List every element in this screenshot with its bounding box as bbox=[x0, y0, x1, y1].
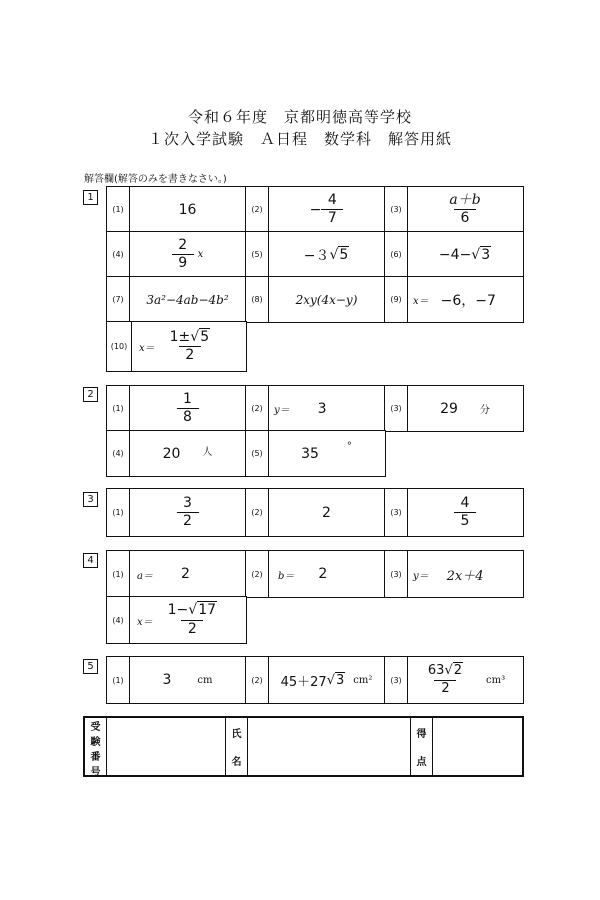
unit: 分 bbox=[479, 405, 490, 416]
denominator: 6 bbox=[454, 209, 476, 226]
sqrt-icon: √ bbox=[444, 663, 453, 679]
label-char: 得 bbox=[416, 728, 427, 740]
fraction bbox=[167, 330, 213, 364]
section-2-number: 2 bbox=[83, 387, 98, 402]
num-prefix: 1− bbox=[167, 602, 189, 619]
s1-q2-cell[interactable] bbox=[245, 186, 386, 233]
question-label: (1) bbox=[107, 386, 130, 431]
variable: a＝ bbox=[137, 570, 153, 582]
answer bbox=[268, 232, 385, 277]
fraction bbox=[321, 193, 343, 227]
answer bbox=[129, 657, 246, 703]
question-label: (3) bbox=[385, 551, 408, 597]
variable: y＝ bbox=[274, 405, 290, 416]
denominator: 9 bbox=[172, 254, 194, 271]
denominator: 2 bbox=[434, 680, 456, 696]
answer bbox=[407, 232, 523, 277]
denominator: 2 bbox=[179, 346, 201, 363]
answer-value: 29 bbox=[440, 400, 458, 417]
unit: cm bbox=[197, 674, 213, 686]
label-char: 験 bbox=[90, 737, 101, 748]
fraction bbox=[177, 496, 199, 530]
score-field[interactable] bbox=[433, 718, 522, 775]
exam-number-label-cell bbox=[85, 718, 107, 778]
s2-q3-cell[interactable] bbox=[384, 385, 524, 432]
sqrt-icon: √ bbox=[329, 246, 339, 263]
answer: 2 bbox=[322, 504, 331, 521]
variable: x＝ bbox=[413, 296, 429, 307]
unit: cm³ bbox=[486, 674, 506, 686]
s1-q7-cell[interactable] bbox=[106, 276, 247, 323]
answer bbox=[268, 551, 385, 597]
sqrt-icon: √ bbox=[188, 602, 198, 619]
denominator: 7 bbox=[321, 209, 343, 226]
variable: b＝ bbox=[278, 570, 295, 582]
fraction bbox=[165, 603, 220, 637]
exam-number-label bbox=[85, 718, 106, 778]
radicand: 17 bbox=[198, 602, 217, 619]
radicand: 2 bbox=[453, 663, 463, 679]
label-char: 点 bbox=[416, 757, 427, 769]
answer-value: 2 bbox=[318, 566, 328, 582]
answer: 16 bbox=[178, 201, 197, 218]
section-1-number: 1 bbox=[83, 190, 98, 205]
s2-q4-cell[interactable] bbox=[106, 430, 247, 477]
name-label-cell bbox=[226, 718, 248, 775]
question-label: (10) bbox=[107, 322, 132, 371]
unit: cm² bbox=[353, 674, 373, 686]
s4-q3-cell[interactable] bbox=[384, 550, 524, 598]
question-label: (3) bbox=[385, 657, 408, 703]
question-label: (8) bbox=[246, 277, 269, 322]
name-label bbox=[226, 718, 247, 775]
fraction bbox=[435, 193, 494, 226]
instruction-text: 解答欄(解答のみを書きなさい。) bbox=[84, 174, 227, 185]
s5-q2-cell[interactable] bbox=[245, 656, 386, 704]
answer bbox=[129, 431, 246, 476]
s1-q1-cell[interactable] bbox=[106, 186, 247, 233]
radicand: 3 bbox=[336, 673, 345, 688]
answer bbox=[407, 657, 523, 703]
answer-value: 3 bbox=[162, 672, 172, 688]
question-label: (1) bbox=[107, 489, 130, 536]
numerator bbox=[167, 330, 213, 346]
radicand: 5 bbox=[339, 247, 349, 263]
section-3-number: 3 bbox=[83, 492, 98, 507]
sqrt-icon: √ bbox=[326, 672, 335, 688]
s1-q4-cell[interactable] bbox=[106, 231, 247, 278]
question-label: (2) bbox=[246, 386, 269, 431]
question-label: (7) bbox=[107, 277, 130, 322]
question-label: (4) bbox=[107, 597, 130, 643]
numerator: 2 bbox=[178, 236, 188, 253]
question-label: (2) bbox=[246, 657, 269, 703]
answer bbox=[129, 489, 246, 536]
numerator bbox=[425, 664, 466, 679]
prefix: 45＋27 bbox=[280, 674, 327, 690]
answer-value: 2x＋4 bbox=[446, 568, 484, 584]
prefix: −３ bbox=[303, 247, 330, 264]
answer bbox=[129, 551, 246, 597]
numerator: 1 bbox=[183, 390, 192, 407]
answer-value: 20 bbox=[162, 445, 181, 462]
answer bbox=[407, 489, 523, 536]
question-label: (2) bbox=[246, 187, 269, 232]
s2-q2-cell[interactable] bbox=[245, 385, 386, 432]
question-label: (5) bbox=[246, 232, 269, 277]
score-label-cell bbox=[411, 718, 433, 775]
s1-q3-cell[interactable] bbox=[384, 186, 524, 233]
answer bbox=[407, 277, 523, 322]
s1-q6-cell[interactable] bbox=[384, 231, 524, 278]
question-label: (1) bbox=[107, 551, 130, 597]
answer bbox=[407, 386, 523, 431]
question-label: (3) bbox=[385, 187, 408, 232]
answer: 3a²−4ab−4b² bbox=[146, 292, 229, 307]
question-label: (1) bbox=[107, 657, 130, 703]
fraction bbox=[172, 238, 194, 272]
numerator: 4 bbox=[327, 191, 337, 208]
section-5-number: 5 bbox=[83, 659, 98, 674]
variable: y＝ bbox=[413, 570, 429, 582]
s2-q1-cell[interactable] bbox=[106, 385, 247, 432]
fraction bbox=[177, 392, 199, 426]
section-4-number: 4 bbox=[83, 553, 98, 568]
s3-q2-cell[interactable] bbox=[245, 488, 386, 537]
answer bbox=[407, 187, 523, 232]
s5-q3-cell[interactable] bbox=[384, 656, 524, 704]
exam-number-field[interactable] bbox=[107, 718, 226, 775]
s5-q1-cell[interactable] bbox=[106, 656, 247, 704]
question-label: (2) bbox=[246, 489, 269, 536]
numerator: 3 bbox=[183, 494, 192, 511]
prefix: −4− bbox=[438, 246, 472, 263]
score-label bbox=[411, 718, 432, 775]
label-char: 受 bbox=[90, 722, 101, 733]
denominator: 5 bbox=[454, 512, 476, 529]
s4-q4-cell[interactable] bbox=[106, 596, 247, 644]
answer bbox=[407, 551, 523, 597]
denominator: 2 bbox=[177, 512, 199, 529]
answer bbox=[268, 386, 385, 431]
question-label: (5) bbox=[246, 431, 269, 476]
answer bbox=[129, 597, 246, 643]
s1-q5-cell[interactable] bbox=[245, 231, 386, 278]
s3-q1-cell[interactable] bbox=[106, 488, 247, 537]
radicand: 3 bbox=[481, 247, 491, 263]
label-char: 氏 bbox=[231, 728, 242, 740]
question-label: (3) bbox=[385, 386, 408, 431]
answer: 2xy(4x−y) bbox=[295, 292, 358, 307]
numerator bbox=[165, 603, 220, 619]
answer bbox=[129, 386, 246, 431]
radicand: 5 bbox=[200, 328, 210, 345]
answer-value: −6，−7 bbox=[440, 292, 496, 309]
question-label: (1) bbox=[107, 187, 130, 232]
answer-value: 35 bbox=[301, 445, 319, 462]
unit: ° bbox=[346, 441, 352, 452]
name-field[interactable] bbox=[248, 718, 411, 775]
question-label: (2) bbox=[246, 551, 269, 597]
s1-q9-cell[interactable] bbox=[384, 276, 524, 323]
fraction bbox=[425, 664, 466, 696]
label-char: 番 bbox=[90, 752, 101, 763]
answer bbox=[268, 187, 385, 232]
answer bbox=[129, 232, 246, 277]
question-label: (3) bbox=[385, 489, 408, 536]
numerator: a＋b bbox=[449, 192, 481, 209]
page-title: 令和６年度 京都明徳高等学校 bbox=[187, 108, 412, 126]
fraction bbox=[454, 496, 476, 530]
denominator: 8 bbox=[177, 408, 199, 425]
numerator: 4 bbox=[460, 494, 470, 511]
s3-q3-cell[interactable] bbox=[384, 488, 524, 537]
answer-value: 3 bbox=[317, 400, 327, 417]
num-prefix: 63 bbox=[427, 663, 445, 679]
s4-q1-cell[interactable] bbox=[106, 550, 247, 598]
unit: 人 bbox=[202, 447, 213, 458]
sqrt-icon: √ bbox=[190, 328, 200, 345]
identification-box bbox=[83, 716, 524, 777]
question-label: (9) bbox=[385, 277, 408, 322]
label-char: 号 bbox=[90, 767, 101, 778]
question-label: (4) bbox=[107, 232, 130, 277]
answer-value: 2 bbox=[180, 566, 190, 582]
label-char: 名 bbox=[231, 757, 242, 769]
answer bbox=[268, 657, 385, 703]
question-label: (6) bbox=[385, 232, 408, 277]
s1-q8-cell[interactable] bbox=[245, 276, 386, 323]
sign: − bbox=[309, 201, 322, 218]
sqrt-icon: √ bbox=[471, 246, 481, 263]
page-subtitle: １次入学試験 Ａ日程 数学科 解答用紙 bbox=[147, 130, 452, 148]
denominator: 2 bbox=[181, 620, 203, 637]
question-label: (4) bbox=[107, 431, 130, 476]
variable: x＝ bbox=[137, 616, 153, 628]
s2-q5-cell[interactable] bbox=[245, 430, 386, 477]
answer bbox=[268, 431, 385, 476]
answer bbox=[131, 322, 246, 371]
variable: x bbox=[197, 249, 204, 260]
s4-q2-cell[interactable] bbox=[245, 550, 386, 598]
s1-q10-cell[interactable] bbox=[106, 321, 247, 372]
variable: x＝ bbox=[139, 343, 155, 354]
num-prefix: 1± bbox=[169, 328, 191, 345]
